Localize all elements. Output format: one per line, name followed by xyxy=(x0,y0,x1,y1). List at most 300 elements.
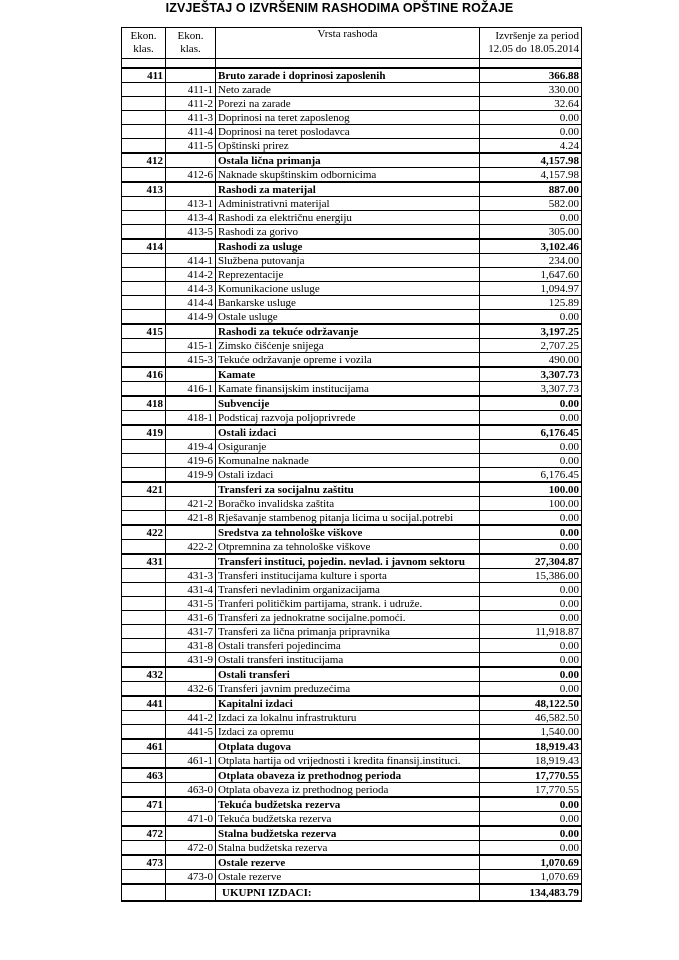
izvrsenje-cell: 0.00 xyxy=(480,111,582,125)
ekon-subklas-cell: 431-7 xyxy=(166,625,216,639)
ekon-klas-cell: 432 xyxy=(122,667,166,682)
izvrsenje-cell: 0.00 xyxy=(480,667,582,682)
izvrsenje-cell: 0.00 xyxy=(480,611,582,625)
table-row xyxy=(122,254,582,268)
vrsta-rashoda-cell: Transferi za lična primanja pripravnika xyxy=(216,625,480,639)
ekon-subklas-cell: 471-0 xyxy=(166,812,216,827)
ekon-subklas-cell: 411-1 xyxy=(166,83,216,97)
ekon-subklas-cell: 415-3 xyxy=(166,353,216,368)
izvrsenje-cell: 4.24 xyxy=(480,139,582,154)
izvrsenje-cell: 305.00 xyxy=(480,225,582,240)
vrsta-rashoda-cell: Sredstva za tehnološke viškove xyxy=(216,525,480,540)
ekon-subklas-cell: 421-2 xyxy=(166,497,216,511)
ekon-klas-cell xyxy=(122,254,166,268)
table-row-group xyxy=(122,367,582,382)
vrsta-rashoda-cell: Ostali transferi xyxy=(216,667,480,682)
ekon-klas-cell xyxy=(122,725,166,740)
table-row xyxy=(122,168,582,183)
ekon-klas-cell xyxy=(122,812,166,827)
izvrsenje-cell: 887.00 xyxy=(480,182,582,197)
ekon-subklas-cell xyxy=(166,153,216,168)
table-row xyxy=(122,682,582,697)
vrsta-rashoda-cell: Reprezentacije xyxy=(216,268,480,282)
izvrsenje-cell: 0.00 xyxy=(480,440,582,454)
table-row xyxy=(122,725,582,740)
izvrsenje-cell: 1,094.97 xyxy=(480,282,582,296)
table-row-group xyxy=(122,153,582,168)
vrsta-rashoda-cell: Rashodi za gorivo xyxy=(216,225,480,240)
ekon-klas-cell xyxy=(122,569,166,583)
ekon-klas-cell xyxy=(122,870,166,885)
vrsta-rashoda-cell: Transferi nevladinim organizacijama xyxy=(216,583,480,597)
ekon-klas-cell xyxy=(122,611,166,625)
header-izvrsenje-line1: Izvršenje za period xyxy=(495,30,579,42)
ekon-subklas-cell xyxy=(166,239,216,254)
ekon-klas-cell: 471 xyxy=(122,797,166,812)
table-row xyxy=(122,339,582,353)
vrsta-rashoda-cell: Ostali izdaci xyxy=(216,425,480,440)
table-row xyxy=(122,611,582,625)
vrsta-rashoda-cell: Transferi javnim preduzećima xyxy=(216,682,480,697)
izvrsenje-cell xyxy=(480,59,582,69)
ekon-klas-cell xyxy=(122,540,166,555)
izvrsenje-cell: 330.00 xyxy=(480,83,582,97)
vrsta-rashoda-cell: Kapitalni izdaci xyxy=(216,696,480,711)
table-row-group xyxy=(122,768,582,783)
izvrsenje-cell: 6,176.45 xyxy=(480,425,582,440)
ekon-subklas-cell xyxy=(166,696,216,711)
vrsta-rashoda-cell: Otplata obaveza iz prethodnog perioda xyxy=(216,768,480,783)
table-row xyxy=(122,468,582,483)
vrsta-rashoda-cell: Otplata dugova xyxy=(216,739,480,754)
izvrsenje-cell: 0.00 xyxy=(480,797,582,812)
izvrsenje-cell: 18,919.43 xyxy=(480,739,582,754)
ekon-klas-cell xyxy=(122,754,166,769)
vrsta-rashoda-cell: Ostali izdaci xyxy=(216,468,480,483)
ekon-klas-cell xyxy=(122,268,166,282)
ekon-subklas-cell xyxy=(166,797,216,812)
ekon-klas-cell xyxy=(122,597,166,611)
ekon-klas-cell xyxy=(122,841,166,856)
table-row xyxy=(122,540,582,555)
table-header-row xyxy=(122,28,582,59)
ekon-subklas-cell: 431-8 xyxy=(166,639,216,653)
table-row xyxy=(122,783,582,798)
izvrsenje-cell: 1,070.69 xyxy=(480,870,582,885)
vrsta-rashoda-cell: Bruto zarade i doprinosi zaposlenih xyxy=(216,68,480,83)
table-row xyxy=(122,754,582,769)
izvrsenje-cell: 6,176.45 xyxy=(480,468,582,483)
ekon-subklas-cell xyxy=(166,667,216,682)
izvrsenje-cell: 0.00 xyxy=(480,411,582,426)
ekon-klas-cell xyxy=(122,639,166,653)
vrsta-rashoda-cell: Otpremnina za tehnološke viškove xyxy=(216,540,480,555)
izvrsenje-cell: 4,157.98 xyxy=(480,168,582,183)
izvrsenje-cell: 48,122.50 xyxy=(480,696,582,711)
header-izvrsenje xyxy=(480,28,582,59)
izvrsenje-cell: 3,102.46 xyxy=(480,239,582,254)
ekon-klas-cell: 411 xyxy=(122,68,166,83)
ekon-subklas-cell: 419-6 xyxy=(166,454,216,468)
vrsta-rashoda-cell: Ostale rezerve xyxy=(216,855,480,870)
izvrsenje-cell: 0.00 xyxy=(480,396,582,411)
vrsta-rashoda-cell: Tranferi političkim partijama, strank. i udruže. xyxy=(216,597,480,611)
ekon-klas-cell xyxy=(122,783,166,798)
vrsta-rashoda-cell: Ostali transferi pojedincima xyxy=(216,639,480,653)
izvrsenje-cell: 0.00 xyxy=(480,310,582,325)
ekon-klas-cell xyxy=(122,139,166,154)
vrsta-rashoda-cell: Otplata obaveza iz prethodnog perioda xyxy=(216,783,480,798)
izvrsenje-cell: 1,647.60 xyxy=(480,268,582,282)
table-row-group xyxy=(122,855,582,870)
vrsta-rashoda-cell: Izdaci za lokalnu infrastrukturu xyxy=(216,711,480,725)
ekon-subklas-cell: 421-8 xyxy=(166,511,216,526)
vrsta-rashoda-cell: Kamate xyxy=(216,367,480,382)
izvrsenje-cell: 366.88 xyxy=(480,68,582,83)
vrsta-rashoda-cell: Komunalne naknade xyxy=(216,454,480,468)
header-ekon-klas-2: Ekon. klas. xyxy=(166,28,216,59)
table-row xyxy=(122,625,582,639)
table-row xyxy=(122,382,582,397)
vrsta-rashoda-cell: Boračko invalidska zaštita xyxy=(216,497,480,511)
ekon-subklas-cell xyxy=(166,482,216,497)
ekon-subklas-cell xyxy=(166,396,216,411)
izvrsenje-cell: 0.00 xyxy=(480,653,582,668)
ekon-subklas-cell: 411-3 xyxy=(166,111,216,125)
table-row xyxy=(122,440,582,454)
izvrsenje-cell: 1,540.00 xyxy=(480,725,582,740)
ekon-subklas-cell: 441-2 xyxy=(166,711,216,725)
izvrsenje-cell: 3,307.73 xyxy=(480,367,582,382)
table-row-group xyxy=(122,696,582,711)
izvrsenje-cell: 3,197.25 xyxy=(480,324,582,339)
izvrsenje-cell: 0.00 xyxy=(480,540,582,555)
ekon-subklas-cell xyxy=(166,367,216,382)
table-row xyxy=(122,268,582,282)
table-row xyxy=(122,211,582,225)
ekon-subklas-cell: 431-4 xyxy=(166,583,216,597)
table-row xyxy=(122,454,582,468)
table-row xyxy=(122,812,582,827)
ekon-subklas-cell: 411-5 xyxy=(166,139,216,154)
total-k1 xyxy=(122,884,166,901)
ekon-klas-cell xyxy=(122,353,166,368)
ekon-subklas-cell: 472-0 xyxy=(166,841,216,856)
ekon-subklas-cell: 413-1 xyxy=(166,197,216,211)
ekon-klas-cell xyxy=(122,168,166,183)
izvrsenje-cell: 0.00 xyxy=(480,639,582,653)
vrsta-rashoda-cell xyxy=(216,59,480,69)
ekon-klas-cell xyxy=(122,339,166,353)
vrsta-rashoda-cell: Zimsko čišćenje snijega xyxy=(216,339,480,353)
vrsta-rashoda-cell: Komunikacione usluge xyxy=(216,282,480,296)
ekon-klas-cell: 416 xyxy=(122,367,166,382)
ekon-subklas-cell: 411-4 xyxy=(166,125,216,139)
table-row xyxy=(122,310,582,325)
table-row-group xyxy=(122,554,582,569)
izvrsenje-cell: 0.00 xyxy=(480,583,582,597)
ekon-subklas-cell: 416-1 xyxy=(166,382,216,397)
ekon-klas-cell xyxy=(122,440,166,454)
table-row xyxy=(122,353,582,368)
vrsta-rashoda-cell: Transferi za socijalnu zaštitu xyxy=(216,482,480,497)
ekon-klas-cell: 472 xyxy=(122,826,166,841)
header-vrsta-rashoda: Vrsta rashoda xyxy=(216,28,480,59)
izvrsenje-cell: 46,582.50 xyxy=(480,711,582,725)
izvrsenje-cell: 0.00 xyxy=(480,682,582,697)
ekon-subklas-cell: 414-4 xyxy=(166,296,216,310)
vrsta-rashoda-cell: Doprinosi na teret zaposlenog xyxy=(216,111,480,125)
ekon-klas-cell: 414 xyxy=(122,239,166,254)
table-row xyxy=(122,111,582,125)
izvrsenje-cell: 100.00 xyxy=(480,497,582,511)
ekon-subklas-cell: 413-5 xyxy=(166,225,216,240)
table-row xyxy=(122,653,582,668)
ekon-klas-cell: 461 xyxy=(122,739,166,754)
header-ekon-klas-1: Ekon. klas. xyxy=(122,28,166,59)
table-row-group xyxy=(122,324,582,339)
ekon-subklas-cell: 419-4 xyxy=(166,440,216,454)
ekon-subklas-cell xyxy=(166,68,216,83)
ekon-subklas-cell xyxy=(166,425,216,440)
table-row xyxy=(122,97,582,111)
ekon-klas-cell xyxy=(122,454,166,468)
expense-report-table xyxy=(121,27,582,902)
ekon-klas-cell xyxy=(122,111,166,125)
vrsta-rashoda-cell: Tekuća budžetska rezerva xyxy=(216,812,480,827)
vrsta-rashoda-cell: Opštinski prirez xyxy=(216,139,480,154)
vrsta-rashoda-cell: Rashodi za električnu energiju xyxy=(216,211,480,225)
table-row xyxy=(122,296,582,310)
izvrsenje-cell: 0.00 xyxy=(480,841,582,856)
izvrsenje-cell: 0.00 xyxy=(480,826,582,841)
ekon-klas-cell: 421 xyxy=(122,482,166,497)
izvrsenje-cell: 27,304.87 xyxy=(480,554,582,569)
table-row-group xyxy=(122,425,582,440)
ekon-subklas-cell: 463-0 xyxy=(166,783,216,798)
ekon-klas-cell xyxy=(122,468,166,483)
vrsta-rashoda-cell: Rashodi za materijal xyxy=(216,182,480,197)
table-row xyxy=(122,125,582,139)
vrsta-rashoda-cell: Rješavanje stambenog pitanja licima u socijal.potrebi xyxy=(216,511,480,526)
vrsta-rashoda-cell: Stalna budžetska rezerva xyxy=(216,826,480,841)
vrsta-rashoda-cell: Kamate finansijskim institucijama xyxy=(216,382,480,397)
izvrsenje-cell: 32.64 xyxy=(480,97,582,111)
table-row xyxy=(122,583,582,597)
ekon-klas-cell xyxy=(122,211,166,225)
ekon-subklas-cell: 414-2 xyxy=(166,268,216,282)
vrsta-rashoda-cell: Transferi instituci, pojedin. nevlad. i javnom sektoru xyxy=(216,554,480,569)
vrsta-rashoda-cell: Transferi za jednokratne socijalne.pomoći. xyxy=(216,611,480,625)
ekon-klas-cell: 415 xyxy=(122,324,166,339)
table-row-group xyxy=(122,797,582,812)
vrsta-rashoda-cell: Otplata hartija od vrijednosti i kredita finansij.instituci. xyxy=(216,754,480,769)
izvrsenje-cell: 0.00 xyxy=(480,812,582,827)
izvrsenje-cell: 0.00 xyxy=(480,125,582,139)
table-row-group xyxy=(122,525,582,540)
ekon-subklas-cell xyxy=(166,324,216,339)
izvrsenje-cell: 0.00 xyxy=(480,525,582,540)
table-body xyxy=(122,59,582,885)
ekon-subklas-cell: 432-6 xyxy=(166,682,216,697)
ekon-klas-cell: 463 xyxy=(122,768,166,783)
ekon-subklas-cell xyxy=(166,554,216,569)
izvrsenje-cell: 15,386.00 xyxy=(480,569,582,583)
vrsta-rashoda-cell: Stalna budžetska rezerva xyxy=(216,841,480,856)
total-k2 xyxy=(166,884,216,901)
ekon-klas-cell xyxy=(122,411,166,426)
ekon-klas-cell xyxy=(122,682,166,697)
ekon-klas-cell xyxy=(122,125,166,139)
izvrsenje-cell: 17,770.55 xyxy=(480,768,582,783)
vrsta-rashoda-cell: Ostali transferi institucijama xyxy=(216,653,480,668)
table-row xyxy=(122,139,582,154)
ekon-subklas-cell: 415-1 xyxy=(166,339,216,353)
ekon-subklas-cell: 431-6 xyxy=(166,611,216,625)
report-title: IZVJEŠTAJ O IZVRŠENIM RASHODIMA OPŠTINE ROŽAJE xyxy=(165,1,514,15)
table-row xyxy=(122,511,582,526)
table-row-group xyxy=(122,482,582,497)
ekon-klas-cell: 473 xyxy=(122,855,166,870)
total-amount: 134,483.79 xyxy=(480,884,582,901)
izvrsenje-cell: 0.00 xyxy=(480,597,582,611)
ekon-subklas-cell: 414-1 xyxy=(166,254,216,268)
vrsta-rashoda-cell: Tekuće održavanje opreme i vozila xyxy=(216,353,480,368)
table-row-group xyxy=(122,182,582,197)
izvrsenje-cell: 0.00 xyxy=(480,211,582,225)
ekon-subklas-cell xyxy=(166,739,216,754)
ekon-klas-cell xyxy=(122,83,166,97)
vrsta-rashoda-cell: Službena putovanja xyxy=(216,254,480,268)
table-row xyxy=(122,83,582,97)
vrsta-rashoda-cell: Rashodi za tekuće održavanje xyxy=(216,324,480,339)
ekon-klas-cell xyxy=(122,711,166,725)
izvrsenje-cell: 3,307.73 xyxy=(480,382,582,397)
ekon-subklas-cell: 422-2 xyxy=(166,540,216,555)
izvrsenje-cell: 0.00 xyxy=(480,454,582,468)
ekon-klas-cell xyxy=(122,197,166,211)
ekon-klas-cell: 422 xyxy=(122,525,166,540)
izvrsenje-cell: 100.00 xyxy=(480,482,582,497)
ekon-klas-cell: 413 xyxy=(122,182,166,197)
table-row-spacer xyxy=(122,59,582,69)
ekon-klas-cell xyxy=(122,310,166,325)
table-row-group xyxy=(122,396,582,411)
ekon-subklas-cell: 418-1 xyxy=(166,411,216,426)
vrsta-rashoda-cell: Doprinosi na teret poslodavca xyxy=(216,125,480,139)
vrsta-rashoda-cell: Tekuća budžetska rezerva xyxy=(216,797,480,812)
ekon-klas-cell xyxy=(122,653,166,668)
table-row xyxy=(122,197,582,211)
ekon-subklas-cell: 431-3 xyxy=(166,569,216,583)
ekon-subklas-cell: 411-2 xyxy=(166,97,216,111)
vrsta-rashoda-cell: Bankarske usluge xyxy=(216,296,480,310)
table-row-group xyxy=(122,68,582,83)
table-row xyxy=(122,841,582,856)
ekon-subklas-cell xyxy=(166,826,216,841)
izvrsenje-cell: 2,707.25 xyxy=(480,339,582,353)
ekon-klas-cell xyxy=(122,583,166,597)
ekon-subklas-cell: 473-0 xyxy=(166,870,216,885)
ekon-subklas-cell: 431-5 xyxy=(166,597,216,611)
izvrsenje-cell: 4,157.98 xyxy=(480,153,582,168)
vrsta-rashoda-cell: Ostala lična primanja xyxy=(216,153,480,168)
table-row-group xyxy=(122,826,582,841)
izvrsenje-cell: 18,919.43 xyxy=(480,754,582,769)
ekon-subklas-cell: 414-9 xyxy=(166,310,216,325)
ekon-subklas-cell: 414-3 xyxy=(166,282,216,296)
ekon-klas-cell: 412 xyxy=(122,153,166,168)
vrsta-rashoda-cell: Porezi na zarade xyxy=(216,97,480,111)
ekon-klas-cell: 418 xyxy=(122,396,166,411)
vrsta-rashoda-cell: Osiguranje xyxy=(216,440,480,454)
izvrsenje-cell: 490.00 xyxy=(480,353,582,368)
vrsta-rashoda-cell: Podsticaj razvoja poljoprivrede xyxy=(216,411,480,426)
ekon-subklas-cell xyxy=(166,182,216,197)
table-row-group xyxy=(122,239,582,254)
izvrsenje-cell: 582.00 xyxy=(480,197,582,211)
table-row xyxy=(122,711,582,725)
ekon-subklas-cell: 413-4 xyxy=(166,211,216,225)
ekon-klas-cell xyxy=(122,282,166,296)
vrsta-rashoda-cell: Transferi institucijama kulture i sporta xyxy=(216,569,480,583)
ekon-klas-cell: 431 xyxy=(122,554,166,569)
ekon-klas-cell xyxy=(122,497,166,511)
ekon-klas-cell xyxy=(122,296,166,310)
izvrsenje-cell: 234.00 xyxy=(480,254,582,268)
table-row xyxy=(122,411,582,426)
total-row xyxy=(122,884,582,901)
ekon-subklas-cell xyxy=(166,59,216,69)
ekon-klas-cell xyxy=(122,225,166,240)
table-row-group xyxy=(122,739,582,754)
table-row xyxy=(122,569,582,583)
ekon-klas-cell xyxy=(122,625,166,639)
vrsta-rashoda-cell: Neto zarade xyxy=(216,83,480,97)
table-row xyxy=(122,497,582,511)
table-row xyxy=(122,639,582,653)
vrsta-rashoda-cell: Administrativni materijal xyxy=(216,197,480,211)
izvrsenje-cell: 125.89 xyxy=(480,296,582,310)
ekon-subklas-cell xyxy=(166,855,216,870)
izvrsenje-cell: 0.00 xyxy=(480,511,582,526)
header-izvrsenje-line2: 12.05 do 18.05.2014 xyxy=(488,43,579,55)
ekon-subklas-cell: 419-9 xyxy=(166,468,216,483)
ekon-klas-cell: 419 xyxy=(122,425,166,440)
table-row-group xyxy=(122,667,582,682)
ekon-subklas-cell xyxy=(166,768,216,783)
ekon-klas-cell xyxy=(122,59,166,69)
table-row xyxy=(122,597,582,611)
vrsta-rashoda-cell: Ostale usluge xyxy=(216,310,480,325)
ekon-subklas-cell: 431-9 xyxy=(166,653,216,668)
ekon-klas-cell xyxy=(122,97,166,111)
ekon-klas-cell xyxy=(122,382,166,397)
ekon-subklas-cell: 441-5 xyxy=(166,725,216,740)
ekon-subklas-cell: 412-6 xyxy=(166,168,216,183)
vrsta-rashoda-cell: Izdaci za opremu xyxy=(216,725,480,740)
ekon-subklas-cell xyxy=(166,525,216,540)
vrsta-rashoda-cell: Rashodi za usluge xyxy=(216,239,480,254)
ekon-klas-cell xyxy=(122,511,166,526)
izvrsenje-cell: 17,770.55 xyxy=(480,783,582,798)
ekon-klas-cell: 441 xyxy=(122,696,166,711)
table-row xyxy=(122,870,582,885)
total-label: UKUPNI IZDACI: xyxy=(216,884,480,901)
izvrsenje-cell: 11,918.87 xyxy=(480,625,582,639)
vrsta-rashoda-cell: Naknade skupštinskim odbornicima xyxy=(216,168,480,183)
vrsta-rashoda-cell: Ostale rezerve xyxy=(216,870,480,885)
